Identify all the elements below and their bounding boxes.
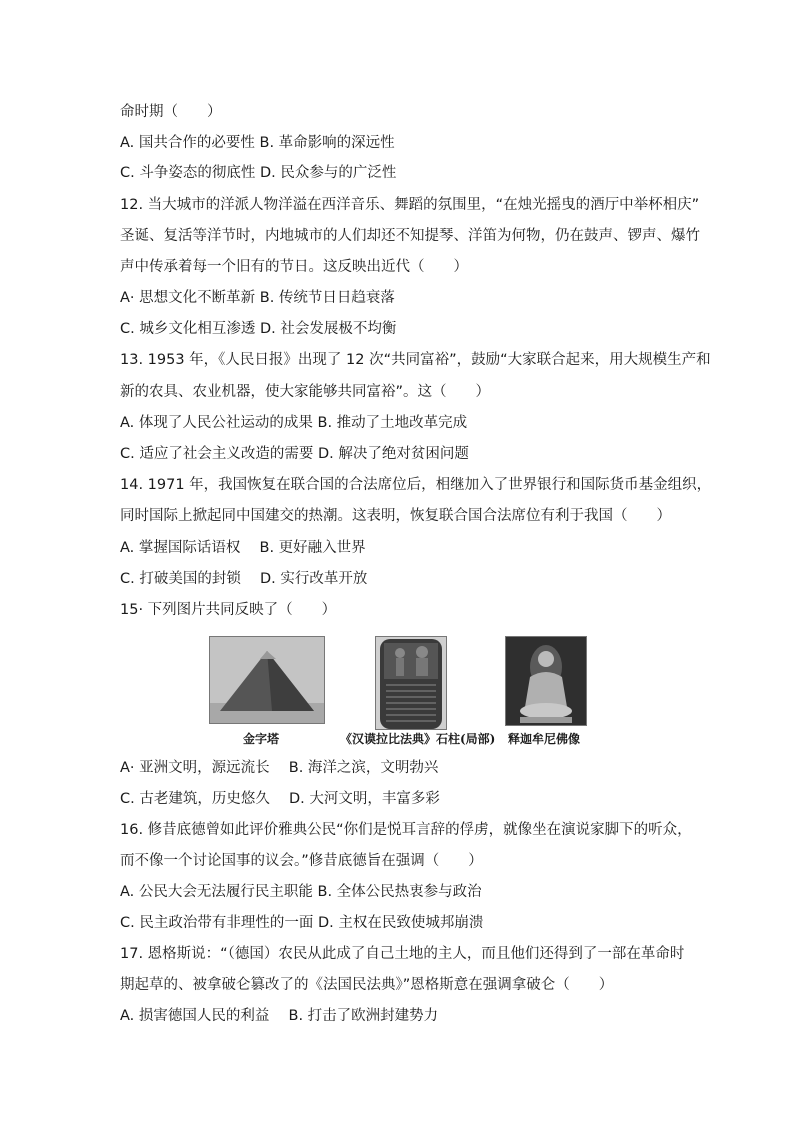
option-line: A. 掌握国际话语权 B. 更好融入世界 <box>120 540 366 556</box>
pyramid-icon <box>210 637 324 723</box>
option-line: C. 民主政治带有非理性的一面 D. 主权在民致使城邦崩溃 <box>120 915 484 931</box>
option-line: C. 适应了社会主义改造的需要 D. 解决了绝对贫困问题 <box>120 446 469 462</box>
option-line: C. 打破美国的封锁 D. 实行改革开放 <box>120 571 368 587</box>
question-text: 新的农具、农业机器，使大家能够共同富裕”。这（ ） <box>120 384 491 400</box>
caption-pyramid: 金字塔 <box>243 732 280 746</box>
option-line: A. 体现了人民公社运动的成果 B. 推动了土地改革完成 <box>120 415 468 431</box>
question-12: 12. 当大城市的洋派人物洋溢在西洋音乐、舞蹈的氛围里，“在烛光摇曳的酒厅中举杯相庆” <box>120 197 700 213</box>
buddha-figure <box>505 636 587 726</box>
question-text: 声中传承着每一个旧有的节日。这反映出近代（ ） <box>120 259 468 275</box>
option-line: C. 城乡文化相互渗透 D. 社会发展极不均衡 <box>120 321 397 337</box>
caption-stele: 《汉谟拉比法典》石柱(局部) <box>340 732 496 746</box>
question-17: 17. 恩格斯说：“（德国）农民从此成了自己土地的主人，而且他们还得到了一部在革命时 <box>120 946 685 962</box>
pyramid-image <box>209 636 325 724</box>
option-line: A· 思想文化不断革新 B. 传统节日日趋衰落 <box>120 290 395 306</box>
question-text: 同时国际上掀起同中国建交的热潮。这表明，恢复联合国合法席位有利于我国（ ） <box>120 508 671 524</box>
pyramid-figure <box>209 636 325 724</box>
option-line: A. 国共合作的必要性 B. 革命影响的深远性 <box>120 135 395 151</box>
option-line: A· 亚洲文明，源远流长 B. 海洋之滨，文明勃兴 <box>120 760 439 776</box>
question-13: 13. 1953 年，《人民日报》出现了 12 次“共同富裕”，鼓励“大家联合起来，用大规模生产和 <box>120 352 711 368</box>
buddha-image <box>505 636 587 726</box>
question-text: 而不像一个讨论国事的议会。”修昔底德旨在强调（ ） <box>120 853 483 869</box>
code-stele-figure <box>375 636 447 730</box>
option-line: A. 公民大会无法履行民主职能 B. 全体公民热衷参与政治 <box>120 884 482 900</box>
caption-buddha: 释迦牟尼佛像 <box>508 732 581 746</box>
question-15: 15· 下列图片共同反映了（ ） <box>120 602 337 618</box>
question-16: 16. 修昔底德曾如此评价雅典公民“你们是悦耳言辞的俘虏，就像坐在演说家脚下的听众， <box>120 822 692 838</box>
question-14: 14. 1971 年，我国恢复在联合国的合法席位后，相继加入了世界银行和国际货币基金组织， <box>120 477 712 493</box>
text-line: 命时期（ ） <box>120 104 222 120</box>
buddha-statue-icon <box>506 637 586 725</box>
option-line: C. 斗争姿态的彻底性 D. 民众参与的广泛性 <box>120 165 397 181</box>
question-text: 期起草的、被拿破仑篡改了的《法国民法典》”恩格斯意在强调拿破仑（ ） <box>120 977 614 993</box>
option-line: C. 古老建筑，历史悠久 D. 大河文明，丰富多彩 <box>120 791 440 807</box>
question-text: 圣诞、复活等洋节时，内地城市的人们却还不知提琴、洋笛为何物，仍在鼓声、锣声、爆竹 <box>120 228 700 244</box>
option-line: A. 损害德国人民的利益 B. 打击了欧洲封建势力 <box>120 1008 439 1024</box>
stele-icon <box>376 637 446 729</box>
stele-image <box>375 636 447 730</box>
